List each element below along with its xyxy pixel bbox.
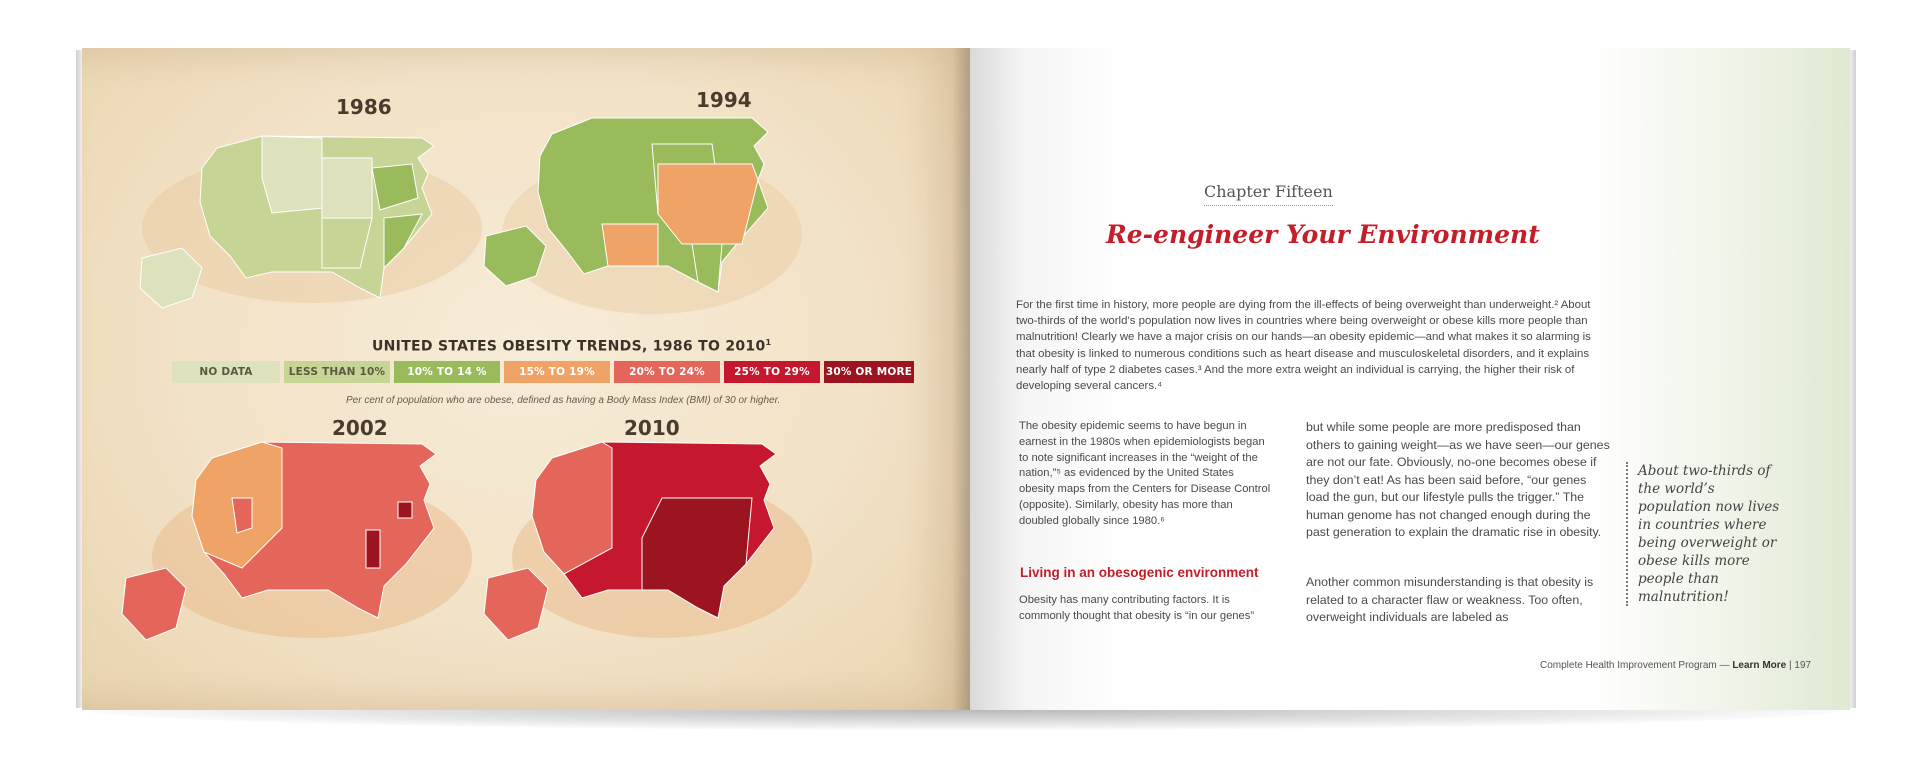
footer-program: Complete Health Improvement Program — [1540, 660, 1730, 671]
section-subhead: Living in an obesogenic environment [1020, 565, 1259, 580]
legend-15-to-19: 15% TO 19% [504, 361, 610, 383]
legend-note: Per cent of population who are obese, defined as having a Body Mass Index (BMI) of 30 or higher. [346, 395, 781, 406]
us-map-2010 [482, 418, 812, 658]
map-year-2010: 2010 [624, 416, 680, 440]
obesity-legend [172, 361, 914, 383]
intro-paragraph: For the first time in history, more people are dying from the ill-effects of being overweight than underweight.² About two-thirds of the world’s population now lives in countries where being overweight or obese kills more people than malnutrition! Clearly we have a major crisis on our hands—an obesity epidemic—and what makes it so alarming is that obesity is linked to numerous conditions such as heart disease and musculoskeletal disorders, and it explains nearly half of type 2 diabetes cases.³ And the more extra weight an individual is carrying, the higher their risk of developing several cancers.⁴ [1016, 299, 1591, 393]
legend-25-to-29: 25% TO 29% [724, 361, 820, 383]
column-two-paragraph-2: Another common misunderstanding is that obesity is related to a character flaw or weakness. Too often, overweight individuals are labeled as [1306, 575, 1594, 624]
us-map-1994 [482, 104, 802, 324]
legend-10-to-14: 10% TO 14 % [394, 361, 500, 383]
page-footer [1540, 660, 1811, 671]
footer-page-number: | 197 [1789, 660, 1812, 671]
us-map-1986 [122, 118, 482, 318]
chapter-title: Re-engineer Your Environment [1106, 220, 1540, 249]
left-page [82, 48, 970, 710]
map-year-1994: 1994 [696, 88, 752, 112]
footer-learn-more: Learn More [1732, 660, 1787, 671]
map-year-1986: 1986 [336, 95, 392, 119]
legend-less-than-10: LESS THAN 10% [284, 361, 390, 383]
page-edge-right [1850, 50, 1856, 708]
map-year-2002: 2002 [332, 416, 388, 440]
column-one-paragraph-2: Obesity has many contributing factors. It is commonly thought that obesity is “in our genes” [1019, 594, 1255, 622]
legend-no-data: NO DATA [172, 361, 280, 383]
legend-title [372, 338, 771, 355]
legend-30-or-more: 30% OR MORE [824, 361, 914, 383]
pull-quote: About two-thirds of the world’s population now lives in countries where being overweight or obese kills more people than malnutrition! [1626, 462, 1786, 606]
legend-title-footnote: 1 [765, 338, 772, 347]
chapter-label: Chapter Fifteen [1204, 182, 1333, 206]
column-two-paragraph: but while some people are more predisposed than others to gaining weight—as we have seen—our genes are not our fate. Obviously, no-one becomes obese if they don’t eat! As has been said before, “our genes load the gun, but our lifestyle pulls the trigger.” The human genome has not changed enough during the past generation to explain the dramatic rise in obesity. [1306, 420, 1610, 539]
legend-20-to-24: 20% TO 24% [614, 361, 720, 383]
page-edge-left [76, 50, 82, 708]
us-map-2002 [112, 418, 472, 658]
column-one-paragraph: The obesity epidemic seems to have begun in earnest in the 1980s when epidemiologists began to note significant increases in the “weight of the nation,”⁵ as evidenced by the United States obesity maps from the Centers for Disease Control (opposite). Similarly, obesity has more than doubled globally since 1980.⁶ [1019, 420, 1271, 527]
legend-title-text: UNITED STATES OBESITY TRENDS, 1986 TO 2010 [372, 338, 766, 355]
